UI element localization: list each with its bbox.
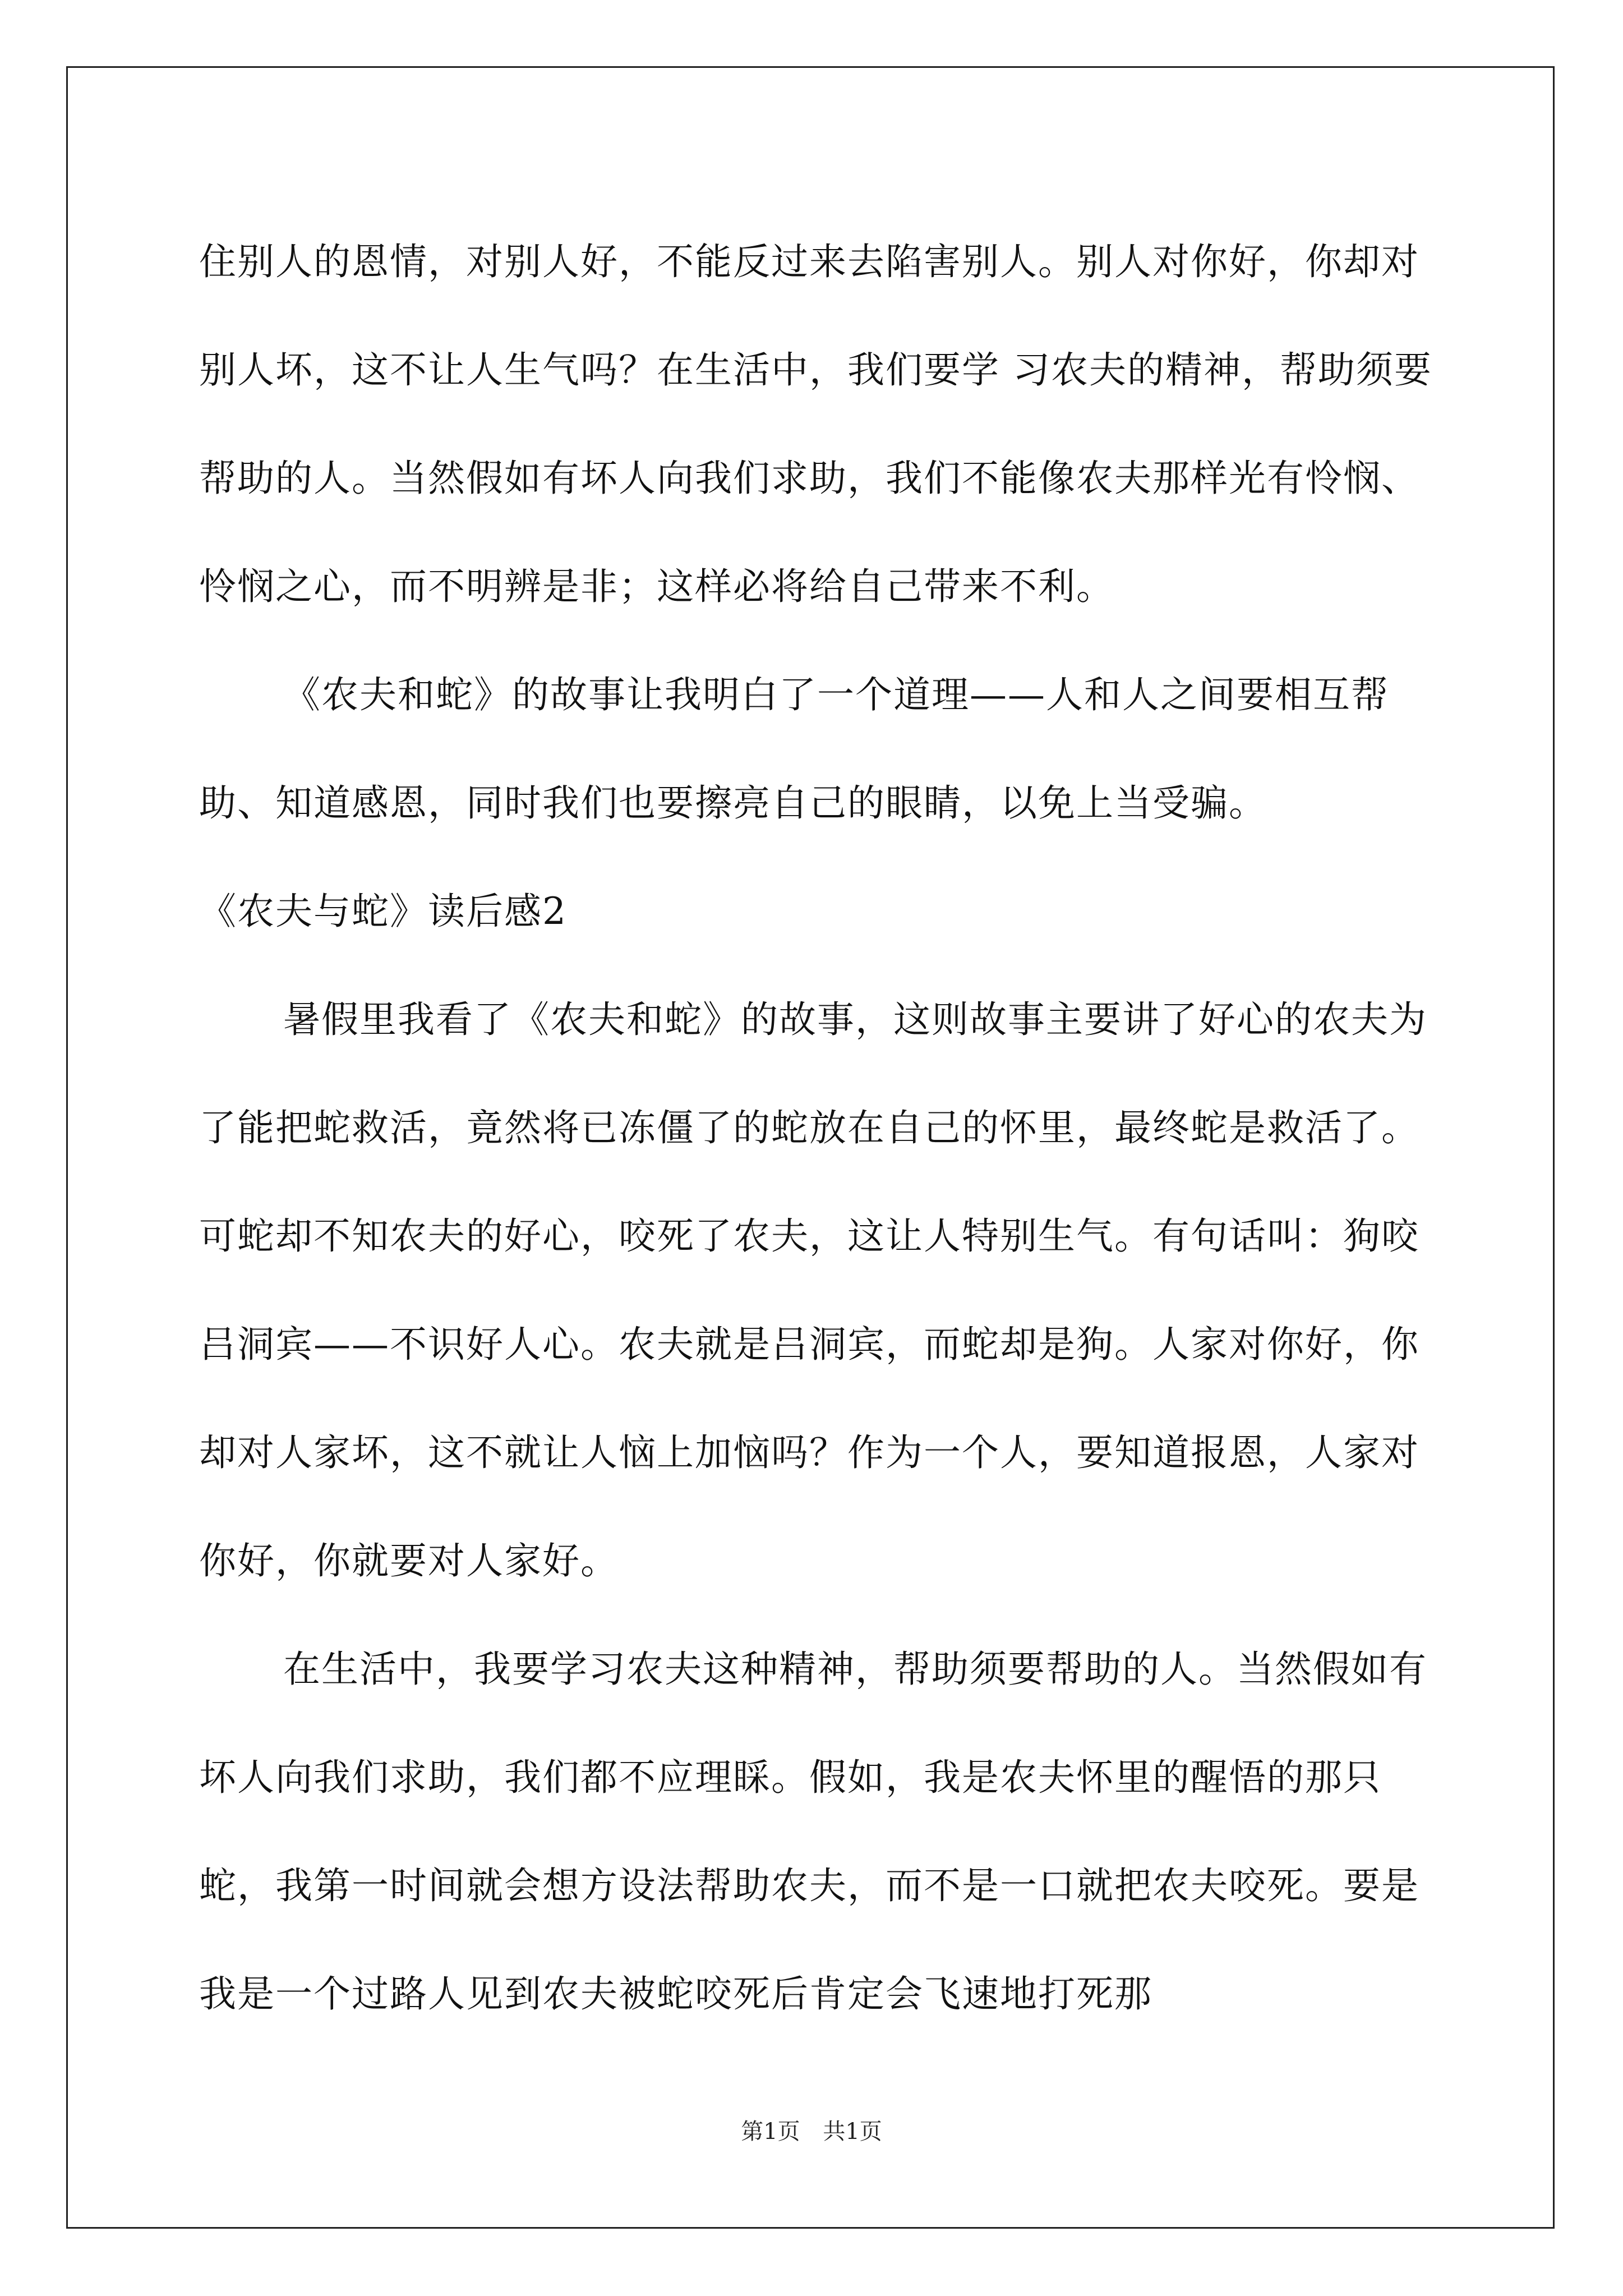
paragraph-continued: 住别人的恩情，对别人好，不能反过来去陷害别人。别人对你好，你却对别人坏，这不让人生气吗？在生活中，我们要学 习农夫的精神，帮助须要帮助的人。当然假如有坏人向我们求助，我们不能像农夫那样光有怜悯、怜悯之心，而不明辨是非；这样必将给自己带来不利。 [199,240,1432,608]
page-footer [0,2115,1623,2148]
paragraph-story: 暑假里我看了《农夫和蛇》的故事，这则故事主要讲了好心的农夫为了能把蛇救活，竟然将已冻僵了的蛇放在自己的怀里，最终蛇是救活了。可蛇却不知农夫的好心，咬死了农夫，这让人特别生气。有句话叫：狗咬吕洞宾——不识好人心。农夫就是吕洞宾，而蛇却是狗。人家对你好，你却对人家坏，这不就让人恼上加恼吗？作为一个人，要知道报恩，人家对你好，你就要对人家好。 [199,998,1427,1582]
paragraph-reflection: 在生活中，我要学习农夫这种精神，帮助须要帮助的人。当然假如有坏人向我们求助，我们都不应理睬。假如，我是农夫怀里的醒悟的那只蛇，我第一时间就会想方设法帮助农夫，而不是一口就把农夫咬死。要是我是一个过路人见到农夫被蛇咬死后肯定会飞速地打死那 [199,1648,1427,2016]
section-heading: 《农夫与蛇》读后感2 [199,890,567,933]
paragraph-conclusion: 《农夫和蛇》的故事让我明白了一个道理——人和人之间要相互帮助、知道感恩，同时我们也要擦亮自己的眼睛，以免上当受骗。 [199,673,1389,825]
page-number: 第1页 [741,2119,800,2145]
page-total: 共1页 [823,2119,882,2145]
document-body [199,208,1433,2048]
